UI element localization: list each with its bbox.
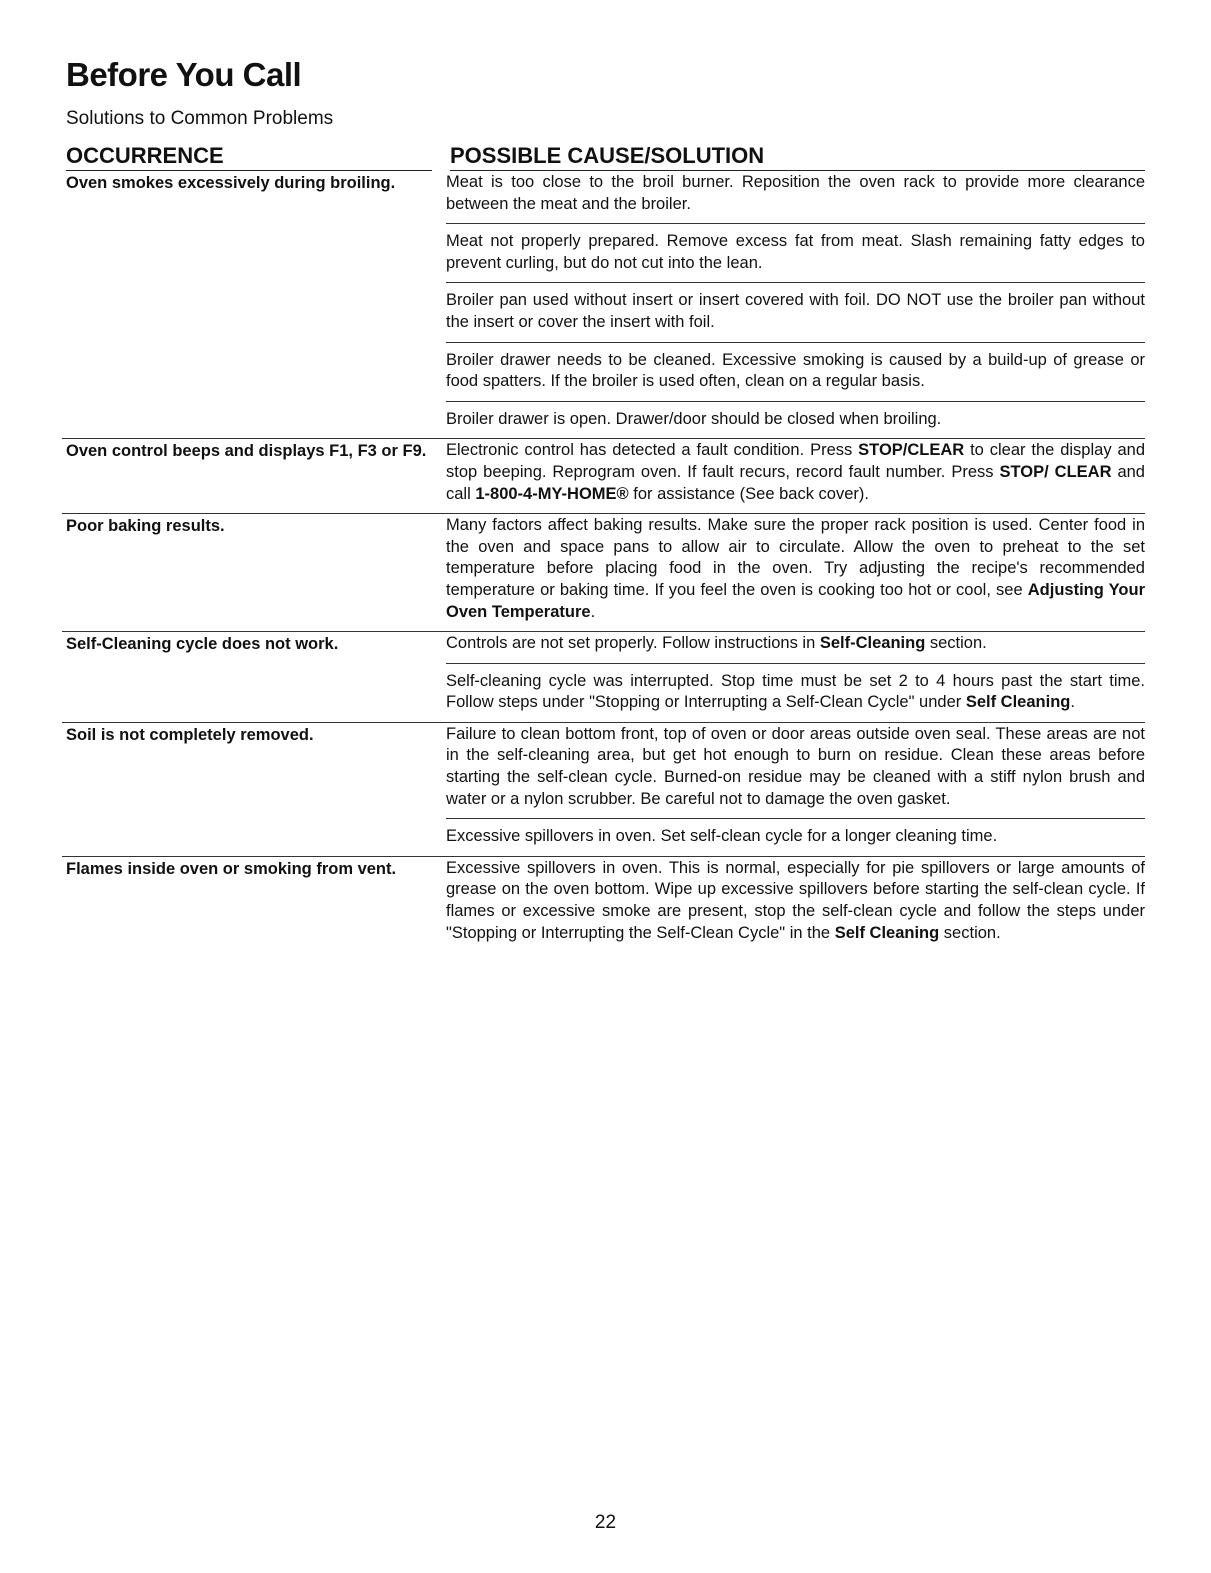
cause-list (446, 171, 1145, 438)
cause-text: section. (939, 923, 1001, 942)
cause-text: Broiler pan used without insert or insert covered with foil. DO NOT use the broiler pan without the insert or cover the insert with foil. (446, 291, 1145, 331)
cause-solution (446, 514, 1145, 631)
cause-text: Meat not properly prepared. Remove excess fat from meat. Slash remaining fatty edges to prevent curling, but do not cut into the lean. (446, 232, 1145, 272)
cause-solution (446, 439, 1145, 513)
occurrence-text: Soil is not completely removed. (66, 725, 314, 744)
table-row (62, 171, 1145, 439)
cause-solution (446, 171, 1145, 224)
cause-solution (446, 349, 1145, 402)
occurrence-text: Flames inside oven or smoking from vent. (66, 859, 397, 878)
cause-text: Failure to clean bottom front, top of oven or door areas outside oven seal. These areas are not in the self-cleaning area, but get hot enough to burn on residue. Clean these areas before starting the self-clean cycle. Burned-on residue may be cleaned with a stiff nylon brush and water or a nylon scrubber. Be careful not to damage the oven gasket. (446, 724, 1145, 808)
occurrence-column-heading: OCCURRENCE (66, 143, 224, 168)
cause-text: . (1070, 693, 1075, 712)
cause-list (446, 723, 1145, 856)
cause-text: Broiler drawer is open. Drawer/door should be closed when broiling. (446, 409, 942, 428)
page-subtitle: Solutions to Common Problems (66, 108, 334, 129)
emphasis-text: Self Cleaning (834, 923, 940, 942)
cause-text: Excessive spillovers in oven. Set self-clean cycle for a longer cleaning time. (446, 827, 998, 846)
table-row (62, 857, 1145, 952)
page-number: 22 (594, 1512, 617, 1533)
emphasis-text: Self-Cleaning (819, 634, 926, 653)
cause-text: Self-cleaning cycle was interrupted. Stop time must be set 2 to 4 hours past the start time. Follow steps under "Stopping or Interrupting a Self-Clean Cycle" under (446, 671, 1145, 712)
cause-solution (446, 723, 1145, 819)
emphasis-text: Adjusting Your Oven Temperature (446, 580, 1145, 621)
troubleshooting-table (62, 171, 1145, 952)
cause-list (446, 439, 1145, 513)
table-row (62, 514, 1145, 632)
table-row (62, 439, 1145, 514)
cause-list (446, 857, 1145, 952)
emphasis-text: 1-800-4-MY-HOME® (475, 484, 629, 503)
cause-text: Electronic control has detected a fault condition. Press (446, 441, 859, 460)
occurrence-text: Poor baking results. (66, 517, 225, 536)
cause-solution (446, 670, 1145, 722)
table-row (62, 632, 1145, 723)
cause-solution (446, 289, 1145, 342)
cause-text: Meat is too close to the broil burner. Reposition the oven rack to provide more clearance between the meat and the broiler. (446, 173, 1145, 213)
cause-text: . (590, 602, 596, 621)
cause-column-heading: POSSIBLE CAUSE/SOLUTION (450, 143, 765, 168)
cause-solution (446, 408, 1145, 439)
cause-list (446, 632, 1145, 722)
emphasis-text: Self Cleaning (965, 693, 1071, 712)
table-row (62, 723, 1145, 857)
occurrence-text: Oven smokes excessively during broiling. (66, 174, 396, 192)
emphasis-text: STOP/ CLEAR (999, 462, 1112, 481)
page-title: Before You Call (66, 56, 302, 93)
cause-solution (446, 632, 1145, 664)
occurrence-text: Oven control beeps and displays F1, F3 or F9. (66, 442, 427, 461)
cause-text: and call (446, 462, 1145, 503)
cause-list (446, 514, 1145, 631)
cause-solution (446, 230, 1145, 283)
cause-solution (446, 825, 1145, 856)
occurrence-text: Self-Cleaning cycle does not work. (66, 635, 339, 654)
cause-text: Excessive spillovers in oven. This is normal, especially for pie spillovers or large amounts of grease on the oven bottom. Wipe up excessive spillovers before starting the self-clean cycle. If flames or excessive smoke are present, stop the self-clean cycle and follow the steps under "Stopping or Interrupting the Self-Clean Cycle" in the (446, 858, 1145, 942)
cause-text: to clear the display and stop beeping. Reprogram oven. If fault recurs, record fault number. Press (446, 441, 1145, 481)
cause-text: Many factors affect baking results. Make sure the proper rack position is used. Center food in the oven and space pans to allow air to circulate. Allow the oven to preheat to the set temperature before placing food in the oven. Try adjusting the recipe's recommended temperature or baking time. If you feel the oven is cooking too hot or cool, see (446, 516, 1145, 599)
cause-text: for assistance (See back cover). (628, 484, 869, 503)
cause-text: section. (925, 634, 987, 653)
emphasis-text: STOP/CLEAR (858, 441, 965, 460)
cause-text: Broiler drawer needs to be cleaned. Excessive smoking is caused by a build-up of grease or food spatters. If the broiler is used often, clean on a regular basis. (446, 350, 1145, 391)
cause-solution (446, 857, 1145, 952)
cause-text: Controls are not set properly. Follow instructions in (446, 634, 820, 653)
